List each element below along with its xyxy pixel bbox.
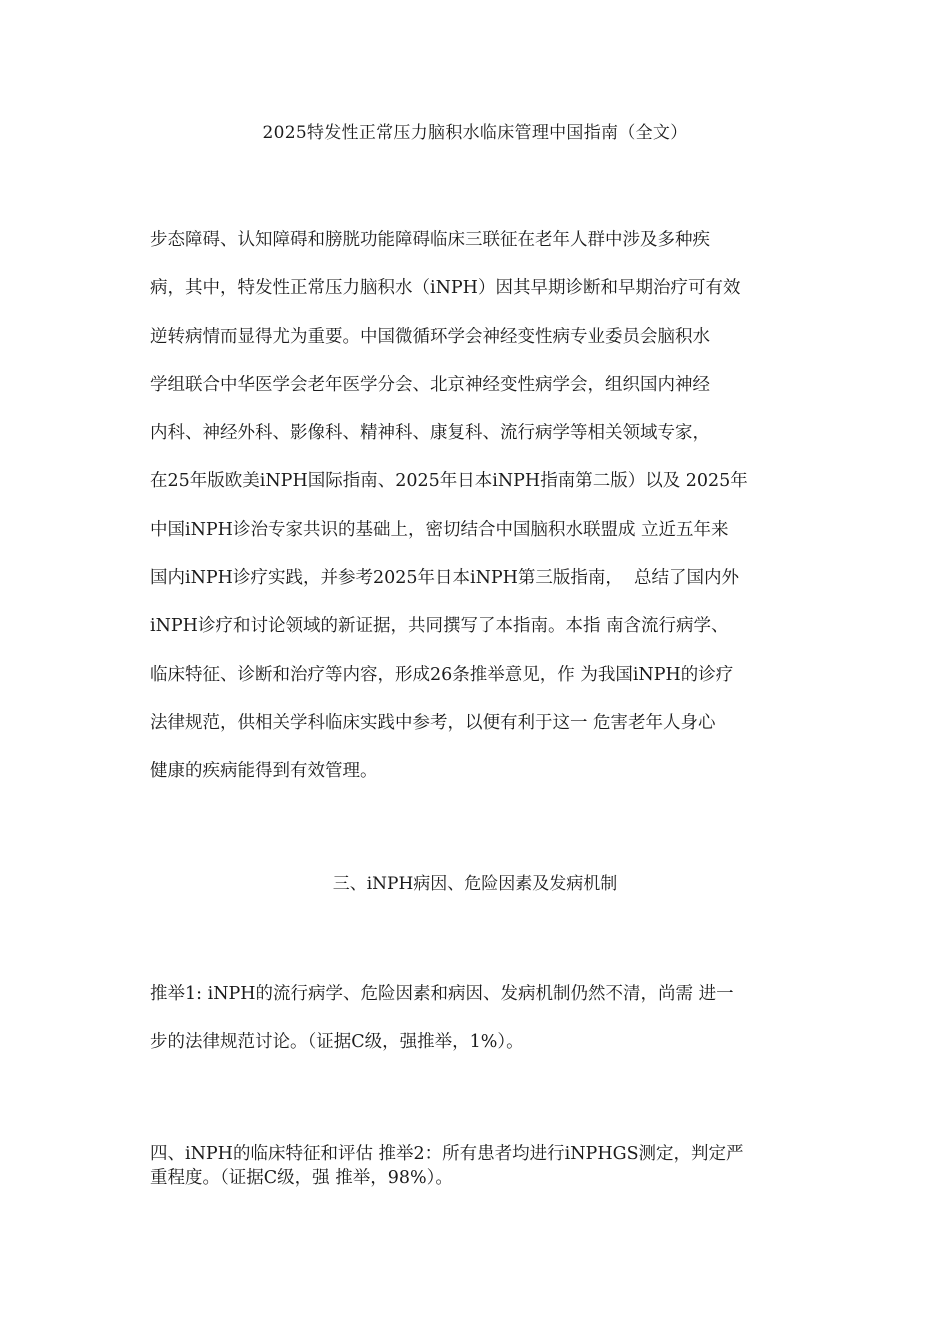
intro-line: 中国iNPH诊治专家共识的基础上，密切结合中国脑积水联盟成 立近五年来 — [150, 519, 729, 540]
section-four-line: 重程度。（证据C级，强 推举，98%）。 — [150, 1168, 453, 1188]
intro-line: 国内iNPH诊疗实践，并参考2025年日本iNPH第三版指南， 总结了国内外 — [150, 568, 740, 589]
recommendation-line: 步的法律规范讨论。（证据C级，强推举，1%）。 — [150, 1032, 524, 1053]
section-four-line: 四、iNPH的临床特征和评估 推举2：所有患者均进行iNPHGS测定，判定严 — [150, 1144, 744, 1164]
section-three-heading: 三、iNPH病因、危险因素及发病机制 — [332, 874, 618, 894]
intro-line: 逆转病情而显得尤为重要。中国微循环学会神经变性病专业委员会脑积水 — [150, 326, 710, 347]
intro-paragraph — [150, 222, 815, 802]
intro-line: 健康的疾病能得到有效管理。 — [150, 761, 378, 782]
document-title: 2025特发性正常压力脑积水临床管理中国指南（全文） — [262, 123, 688, 143]
intro-line: 临床特征、诊断和治疗等内容，形成26条推举意见，作 为我国iNPH的诊疗 — [150, 664, 734, 685]
intro-line: 步态障碍、认知障碍和膀胱功能障碍临床三联征在老年人群中涉及多种疾 — [150, 230, 710, 250]
intro-line: 内科、神经外科、影像科、精神科、康复科、流行病学等相关领域专家， — [150, 423, 710, 444]
intro-line: 病，其中，特发性正常压力脑积水（iNPH）因其早期诊断和早期治疗可有效 — [150, 278, 741, 299]
intro-line: 法律规范，供相关学科临床实践中参考，以便有利于这一 危害老年人身心 — [150, 712, 716, 733]
recommendation-1-paragraph — [150, 976, 815, 1073]
section-four-paragraph — [150, 1142, 815, 1190]
intro-line: 学组联合中华医学会老年医学分会、北京神经变性病学会，组织国内神经 — [150, 374, 710, 395]
intro-line: iNPH诊疗和讨论领域的新证据，共同撰写了本指南。本指 南含流行病学、 — [150, 616, 729, 637]
recommendation-line: 推举1: iNPH的流行病学、危险因素和病因、发病机制仍然不清，尚需 进一 — [150, 984, 734, 1004]
intro-line: 在25年版欧美iNPH国际指南、2025年日本iNPH指南第二版）以及 2025年 — [150, 471, 748, 492]
